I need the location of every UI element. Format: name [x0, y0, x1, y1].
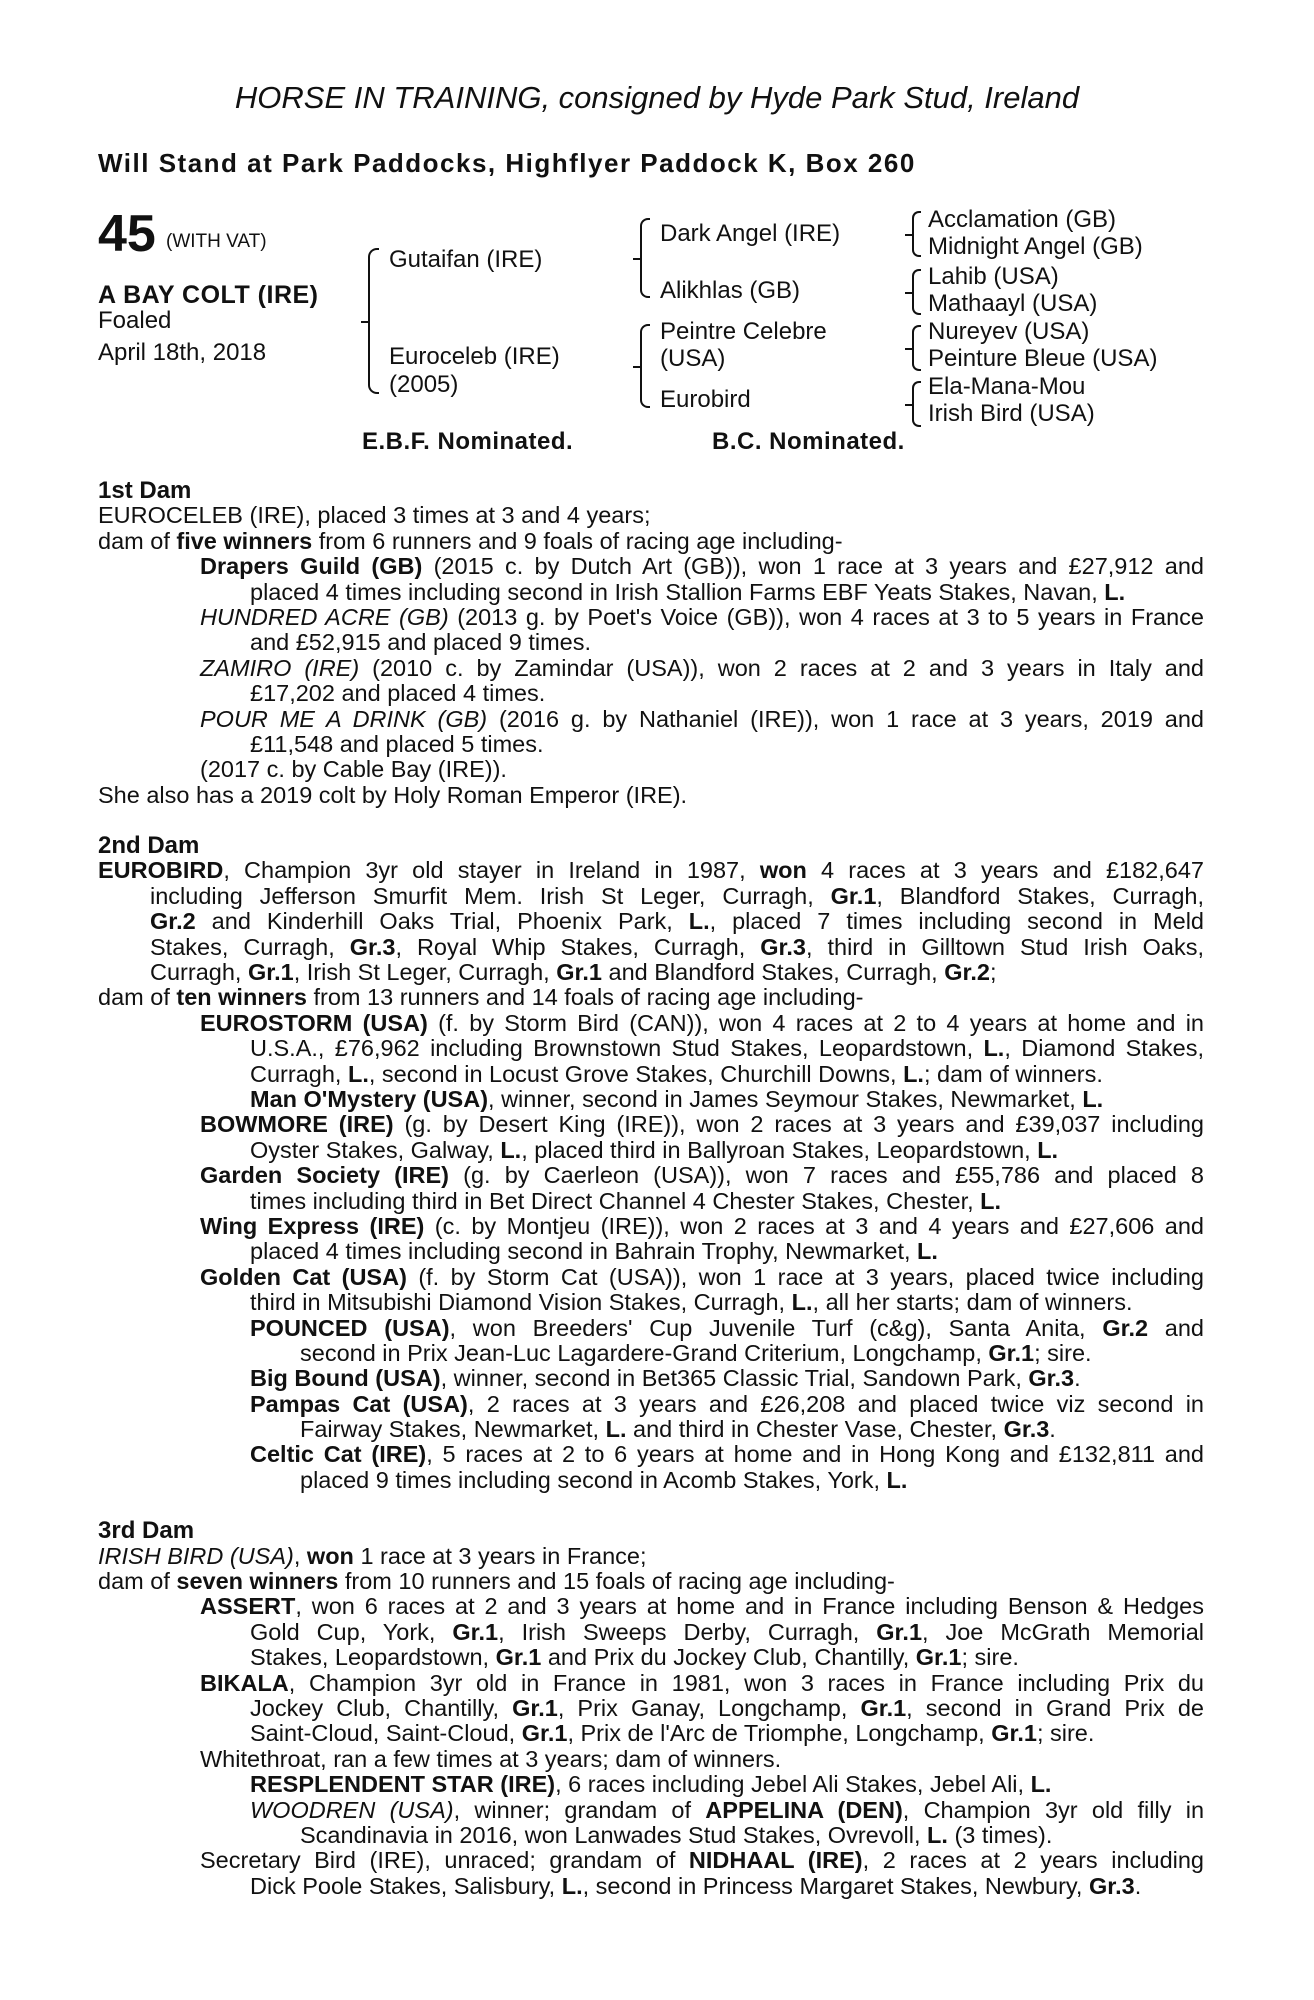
text-line: [98, 1189, 1204, 1214]
text-line: [98, 707, 1204, 732]
text-run: placed 9 times including second in Acomb Stakes, York,: [300, 1466, 887, 1493]
text-line: [98, 909, 1204, 934]
text-line: [98, 985, 1204, 1010]
text-run: .: [1074, 1365, 1081, 1392]
bold-run: Gr.3: [1003, 1416, 1050, 1443]
bold-run: RESPLENDENT STAR (IRE): [250, 1771, 556, 1798]
bold-run: L.: [980, 1187, 1002, 1214]
bold-run: Gr.1: [991, 1720, 1037, 1747]
bold-run: Gr.1: [556, 959, 602, 986]
bold-run: L.: [1037, 1136, 1059, 1163]
bold-run: L.: [917, 1238, 938, 1265]
text-run: 4 races at 3 years and £182,647: [806, 858, 1204, 884]
text-run: , won 6 races at 2 and 3 years at home and in France including Benson & Hedges: [295, 1594, 1204, 1620]
bold-run: Gr.1: [495, 1644, 542, 1671]
bold-run: Gr.3: [349, 934, 396, 960]
text-run: (2017 c. by Cable Bay (IRE)).: [200, 756, 507, 783]
text-line: [98, 1468, 1204, 1493]
lot-description: A BAY COLT (IRE): [98, 281, 319, 309]
text-line: [98, 1366, 1204, 1391]
bold-run: seven winners: [176, 1568, 339, 1595]
text-line: [98, 554, 1204, 579]
bold-run: EUROSTORM (USA): [200, 1010, 428, 1036]
bold-run: APPELINA (DEN): [705, 1797, 903, 1823]
text-run: , Champion 3yr old filly in: [902, 1797, 1204, 1823]
text-run: , Prix Ganay, Longchamp,: [557, 1695, 861, 1721]
text-run: , Royal Whip Stakes, Curragh,: [395, 934, 761, 960]
bold-run: Gr.1: [521, 1720, 568, 1747]
text-line: [98, 884, 1204, 909]
text-line: [98, 630, 1204, 655]
text-run: , winner, second in James Seymour Stakes, Newmarket,: [488, 1085, 1083, 1112]
text-line: [98, 1798, 1204, 1823]
text-run: , 6 races including Jebel Ali Stakes, Jebel Ali,: [555, 1771, 1031, 1798]
bold-run: L.: [927, 1821, 948, 1848]
sire: Gutaifan (IRE): [389, 246, 543, 273]
bold-run: Gr.1: [860, 1695, 907, 1721]
foaled-info: [98, 305, 266, 369]
text-line: [98, 1620, 1204, 1645]
text-run: , second in Grand Prix de: [906, 1695, 1204, 1721]
text-run: times including third in Bet Direct Channel 4 Chester Stakes, Chester,: [250, 1187, 981, 1214]
italic-run: ZAMIRO (IRE): [200, 655, 360, 681]
text-run: Curragh,: [250, 1060, 348, 1087]
bold-run: Gr.1: [988, 1339, 1035, 1366]
bold-run: Golden Cat (USA): [200, 1264, 407, 1290]
text-line: [98, 1265, 1204, 1290]
foaled-date: April 18th, 2018: [98, 339, 267, 366]
consignment-title: HORSE IN TRAINING, consigned by Hyde Park Stud, Ireland: [234, 80, 1080, 115]
bold-run: Gr.3: [1088, 1872, 1135, 1899]
bold-run: Man O'Mystery (USA): [250, 1085, 489, 1112]
text-line: [98, 1087, 1204, 1112]
text-line: [98, 529, 1204, 554]
text-line: [98, 1316, 1204, 1341]
bold-run: Gr.3: [1028, 1365, 1075, 1392]
text-line: [98, 1062, 1204, 1087]
text-run: , 5 races at 2 to 6 years at home and in Hong Kong and £132,811 and: [426, 1442, 1204, 1468]
pedigree-g7: Ela-Mana-Mou: [928, 373, 1086, 400]
bold-run: Drapers Guild (GB): [200, 554, 423, 580]
text-line: [98, 1239, 1204, 1264]
catalogue-body: [98, 478, 1204, 1899]
text-line: [98, 1569, 1204, 1594]
text-line: [98, 1290, 1204, 1315]
bold-run: Gr.2: [944, 959, 990, 986]
text-line: [98, 1671, 1204, 1696]
text-run: (2013 g. by Poet's Voice (GB)), won 4 races at 3 to 5 years in France: [448, 604, 1204, 630]
text-run: £11,548 and placed 5 times.: [250, 730, 544, 757]
text-line: [98, 503, 1204, 528]
bold-run: Celtic Cat (IRE): [250, 1442, 427, 1468]
text-run: ; sire.: [1034, 1339, 1092, 1366]
pedigree-brace-g2: [912, 269, 921, 315]
text-run: and: [1148, 1315, 1204, 1341]
dam-dam: Eurobird: [660, 386, 751, 413]
bold-run: BIKALA: [200, 1670, 289, 1696]
italic-run: IRISH BIRD (USA): [98, 1542, 294, 1569]
text-run: from 6 runners and 9 foals of racing age including-: [312, 527, 843, 554]
bold-run: L.: [1030, 1771, 1052, 1798]
text-line: [98, 1036, 1204, 1061]
text-run: dam of: [98, 527, 177, 554]
text-run: from 10 runners and 15 foals of racing age including-: [338, 1568, 895, 1595]
text-run: (g. by Desert King (IRE)), won 2 races at 3 years and £39,037 including: [393, 1112, 1204, 1138]
text-run: ,: [293, 1542, 307, 1569]
text-line: [98, 1417, 1204, 1442]
text-run: second in Prix Jean-Luc Lagardere-Grand Criterium, Longchamp,: [300, 1339, 989, 1366]
pedigree-brace-g1: [912, 211, 921, 257]
text-run: ; dam of winners.: [923, 1060, 1103, 1087]
text-run: dam of: [98, 984, 177, 1011]
text-run: , won Breeders' Cup Juvenile Turf (c&g), Santa Anita,: [449, 1315, 1103, 1341]
bold-run: Wing Express (IRE): [200, 1213, 425, 1239]
text-run: Jockey Club, Chantilly,: [250, 1695, 513, 1721]
first-dam-heading: 1st Dam: [98, 477, 192, 504]
text-line: [98, 1392, 1204, 1417]
text-run: (2016 g. by Nathaniel (IRE)), won 1 race at 3 years, 2019 and: [487, 706, 1204, 732]
pedigree-brace-g4: [912, 381, 921, 427]
text-line: [98, 1011, 1204, 1036]
pedigree-g1: Acclamation (GB): [928, 206, 1117, 233]
bold-run: Gr.1: [452, 1619, 499, 1645]
bold-run: L.: [791, 1289, 813, 1316]
text-run: , placed third in Ballyroan Stakes, Leopardstown,: [521, 1136, 1038, 1163]
text-line: [98, 656, 1204, 681]
text-run: Gold Cup, York,: [250, 1619, 453, 1645]
text-line: [98, 732, 1204, 757]
bold-run: Gr.1: [247, 959, 294, 986]
text-line: [98, 1772, 1204, 1797]
text-run: , winner, second in Bet365 Classic Trial, Sandown Park,: [440, 1365, 1029, 1392]
text-line: [98, 1112, 1204, 1137]
dam-line2: (2005): [389, 371, 459, 398]
bold-run: won: [759, 858, 807, 884]
bold-run: Gr.1: [830, 883, 877, 909]
bold-run: Gr.2: [1102, 1315, 1149, 1341]
text-run: 1 race at 3 years in France;: [353, 1542, 647, 1569]
bold-run: L.: [903, 1060, 924, 1087]
text-run: , Prix de l'Arc de Triomphe, Longchamp,: [567, 1720, 992, 1747]
bold-run: Gr.1: [876, 1619, 923, 1645]
text-run: £17,202 and placed 4 times.: [250, 680, 546, 707]
text-run: .: [1134, 1872, 1142, 1899]
text-run: Whitethroat, ran a few times at 3 years; dam of winners.: [200, 1745, 782, 1772]
pedigree-g5: Nureyev (USA): [928, 318, 1090, 345]
bold-run: NIDHAAL (IRE): [688, 1848, 863, 1874]
text-run: , placed 7 times including second in Meld: [709, 909, 1204, 935]
text-line: [98, 1645, 1204, 1670]
text-line: [98, 1544, 1204, 1569]
bold-run: Gr.2: [150, 909, 196, 935]
text-run: ;: [989, 959, 997, 986]
text-run: Oyster Stakes, Galway,: [250, 1136, 501, 1163]
text-run: , Irish Sweeps Derby, Curragh,: [498, 1619, 877, 1645]
bold-run: POUNCED (USA): [250, 1315, 450, 1341]
text-run: , Joe McGrath Memorial: [922, 1619, 1204, 1645]
second-dam-heading: 2nd Dam: [98, 832, 200, 860]
bold-run: Gr.1: [915, 1644, 962, 1671]
text-run: Fairway Stakes, Newmarket,: [300, 1416, 606, 1443]
text-run: ; sire.: [1036, 1720, 1095, 1747]
bold-run: ten winners: [176, 984, 307, 1011]
text-run: (2015 c. by Dutch Art (GB)), won 1 race at 3 years and £27,912 and: [422, 554, 1204, 580]
bold-run: Garden Society (IRE): [200, 1163, 449, 1189]
bold-run: Pampas Cat (USA): [250, 1391, 468, 1417]
text-run: (3 times).: [947, 1821, 1053, 1848]
text-run: Stakes, Leopardstown,: [250, 1644, 496, 1671]
text-run: and third in Chester Vase, Chester,: [626, 1416, 1004, 1443]
text-run: Scandinavia in 2016, won Lanwades Stud Stakes, Ovrevoll,: [300, 1821, 928, 1848]
text-line: [98, 1163, 1204, 1188]
stand-location: Will Stand at Park Paddocks, Highflyer Paddock K, Box 260: [98, 148, 916, 178]
text-run: , third in Gilltown Stud Irish Oaks,: [805, 934, 1204, 960]
text-run: She also has a 2019 colt by Holy Roman Emperor (IRE).: [98, 781, 688, 808]
text-line: [98, 580, 1204, 605]
bold-run: L.: [983, 1036, 1005, 1062]
text-run: Dick Poole Stakes, Salisbury,: [250, 1872, 562, 1899]
text-run: U.S.A., £76,962 including Brownstown Stud Stakes, Leopardstown,: [250, 1036, 984, 1062]
text-line: [98, 757, 1204, 782]
text-line: [98, 1823, 1204, 1848]
text-run: and Prix du Jockey Club, Chantilly,: [541, 1644, 916, 1671]
italic-run: HUNDRED ACRE (GB): [200, 604, 449, 630]
bold-run: BOWMORE (IRE): [200, 1112, 394, 1138]
text-line: [98, 858, 1204, 883]
bold-run: Gr.3: [760, 934, 806, 960]
text-run: , Diamond Stakes,: [1004, 1036, 1204, 1062]
text-run: , Champion 3yr old in France in 1981, won 3 races in France including Prix du: [288, 1670, 1204, 1696]
text-line: [98, 1874, 1204, 1899]
bold-run: L.: [1082, 1085, 1104, 1112]
text-run: ; sire.: [961, 1644, 1019, 1671]
bold-run: L.: [1104, 578, 1126, 605]
text-line: [98, 783, 1204, 808]
bold-run: Gr.1: [512, 1695, 558, 1721]
ebf-nominated: E.B.F. Nominated.: [362, 428, 574, 455]
text-line: [98, 1442, 1204, 1467]
text-run: (2010 c. by Zamindar (USA)), won 2 races at 2 and 3 years in Italy and: [359, 655, 1204, 681]
vat-note: (WITH VAT): [166, 231, 267, 252]
text-run: Stakes, Curragh,: [150, 934, 350, 960]
text-run: EUROCELEB (IRE), placed 3 times at 3 and 4 years;: [98, 502, 651, 529]
pedigree-g4: Mathaayl (USA): [928, 290, 1098, 317]
text-line: [98, 960, 1204, 985]
bold-run: ASSERT: [200, 1594, 296, 1620]
text-line: [98, 681, 1204, 706]
foaled-label: Foaled: [98, 307, 172, 334]
sire-dam: Alikhlas (GB): [660, 277, 801, 304]
text-run: , second in Princess Margaret Stakes, Newbury,: [582, 1872, 1089, 1899]
pedigree-g3: Lahib (USA): [928, 263, 1059, 290]
pedigree-g8: Irish Bird (USA): [928, 400, 1095, 427]
text-line: [98, 1214, 1204, 1239]
third-dam-heading: 3rd Dam: [98, 1517, 195, 1545]
text-line: [98, 935, 1204, 960]
text-run: including Jefferson Smurfit Mem. Irish St Leger, Curragh,: [150, 883, 831, 909]
bc-nominated: B.C. Nominated.: [712, 428, 905, 455]
dam-line1: Euroceleb (IRE): [389, 343, 560, 370]
pedigree-brace-g3: [912, 325, 921, 371]
text-line: [98, 1594, 1204, 1619]
bold-run: L.: [347, 1060, 369, 1087]
lot-number: 45: [98, 205, 156, 263]
text-run: (g. by Caerleon (USA)), won 7 races and £55,786 and placed 8: [448, 1163, 1204, 1189]
italic-run: POUR ME A DRINK (GB): [200, 706, 488, 732]
text-run: , Champion 3yr old stayer in Ireland in 1987,: [223, 858, 760, 884]
bold-run: L.: [500, 1136, 522, 1163]
text-run: from 13 runners and 14 foals of racing age including-: [306, 984, 864, 1011]
pedigree-g2: Midnight Angel (GB): [928, 233, 1143, 260]
text-line: [98, 1721, 1204, 1746]
text-run: , 2 races at 2 years including: [862, 1848, 1204, 1874]
text-run: and Blandford Stakes, Curragh,: [601, 959, 945, 986]
bold-run: L.: [605, 1416, 627, 1443]
pedigree-g6: Peinture Bleue (USA): [928, 345, 1158, 372]
italic-run: WOODREN (USA): [250, 1797, 454, 1823]
pedigree-brace-sire: [640, 218, 650, 298]
text-run: , Irish St Leger, Curragh,: [293, 959, 557, 986]
text-line: [98, 1341, 1204, 1366]
text-run: Saint-Cloud, Saint-Cloud,: [250, 1720, 522, 1747]
text-run: , second in Locust Grove Stakes, Churchill Downs,: [368, 1060, 904, 1087]
bold-run: five winners: [176, 527, 313, 554]
text-line: [98, 1848, 1204, 1873]
text-run: (f. by Storm Cat (USA)), won 1 race at 3 years, placed twice including: [406, 1264, 1204, 1290]
text-run: , winner; grandam of: [453, 1797, 706, 1823]
text-run: , all her starts; dam of winners.: [812, 1289, 1133, 1316]
bold-run: L.: [561, 1872, 583, 1899]
text-run: and £52,915 and placed 9 times.: [250, 629, 592, 656]
dam-sire-line1: Peintre Celebre: [660, 318, 827, 345]
sire-sire: Dark Angel (IRE): [660, 220, 841, 247]
text-run: placed 4 times including second in Irish Stallion Farms EBF Yeats Stakes, Navan,: [250, 578, 1105, 605]
text-run: third in Mitsubishi Diamond Vision Stakes, Curragh,: [250, 1289, 792, 1316]
bold-run: Big Bound (USA): [250, 1365, 441, 1392]
pedigree-brace-gen1: [368, 248, 379, 394]
text-run: dam of: [98, 1568, 177, 1595]
text-run: (f. by Storm Bird (CAN)), won 4 races at 2 to 4 years at home and in: [427, 1010, 1204, 1036]
dam-sire-line2: (USA): [660, 345, 726, 372]
pedigree-brace-dam: [640, 324, 650, 408]
bold-run: EUROBIRD: [98, 858, 224, 884]
bold-run: L.: [688, 909, 710, 935]
text-line: [98, 1138, 1204, 1163]
bold-run: won: [306, 1542, 354, 1569]
text-line: [98, 1747, 1204, 1772]
bold-run: L.: [886, 1466, 908, 1493]
text-run: Curragh,: [150, 959, 248, 986]
text-run: (c. by Montjeu (IRE)), won 2 races at 3 and 4 years and £27,606 and: [424, 1213, 1204, 1239]
text-line: [98, 1696, 1204, 1721]
text-run: , 2 races at 3 years and £26,208 and placed twice viz second in: [467, 1391, 1204, 1417]
text-run: placed 4 times including second in Bahrain Trophy, Newmarket,: [250, 1238, 918, 1265]
text-run: and Kinderhill Oaks Trial, Phoenix Park,: [195, 909, 689, 935]
text-line: [98, 605, 1204, 630]
text-run: , Blandford Stakes, Curragh,: [876, 883, 1204, 909]
text-run: .: [1049, 1416, 1056, 1443]
text-run: Secretary Bird (IRE), unraced; grandam of: [200, 1848, 689, 1874]
